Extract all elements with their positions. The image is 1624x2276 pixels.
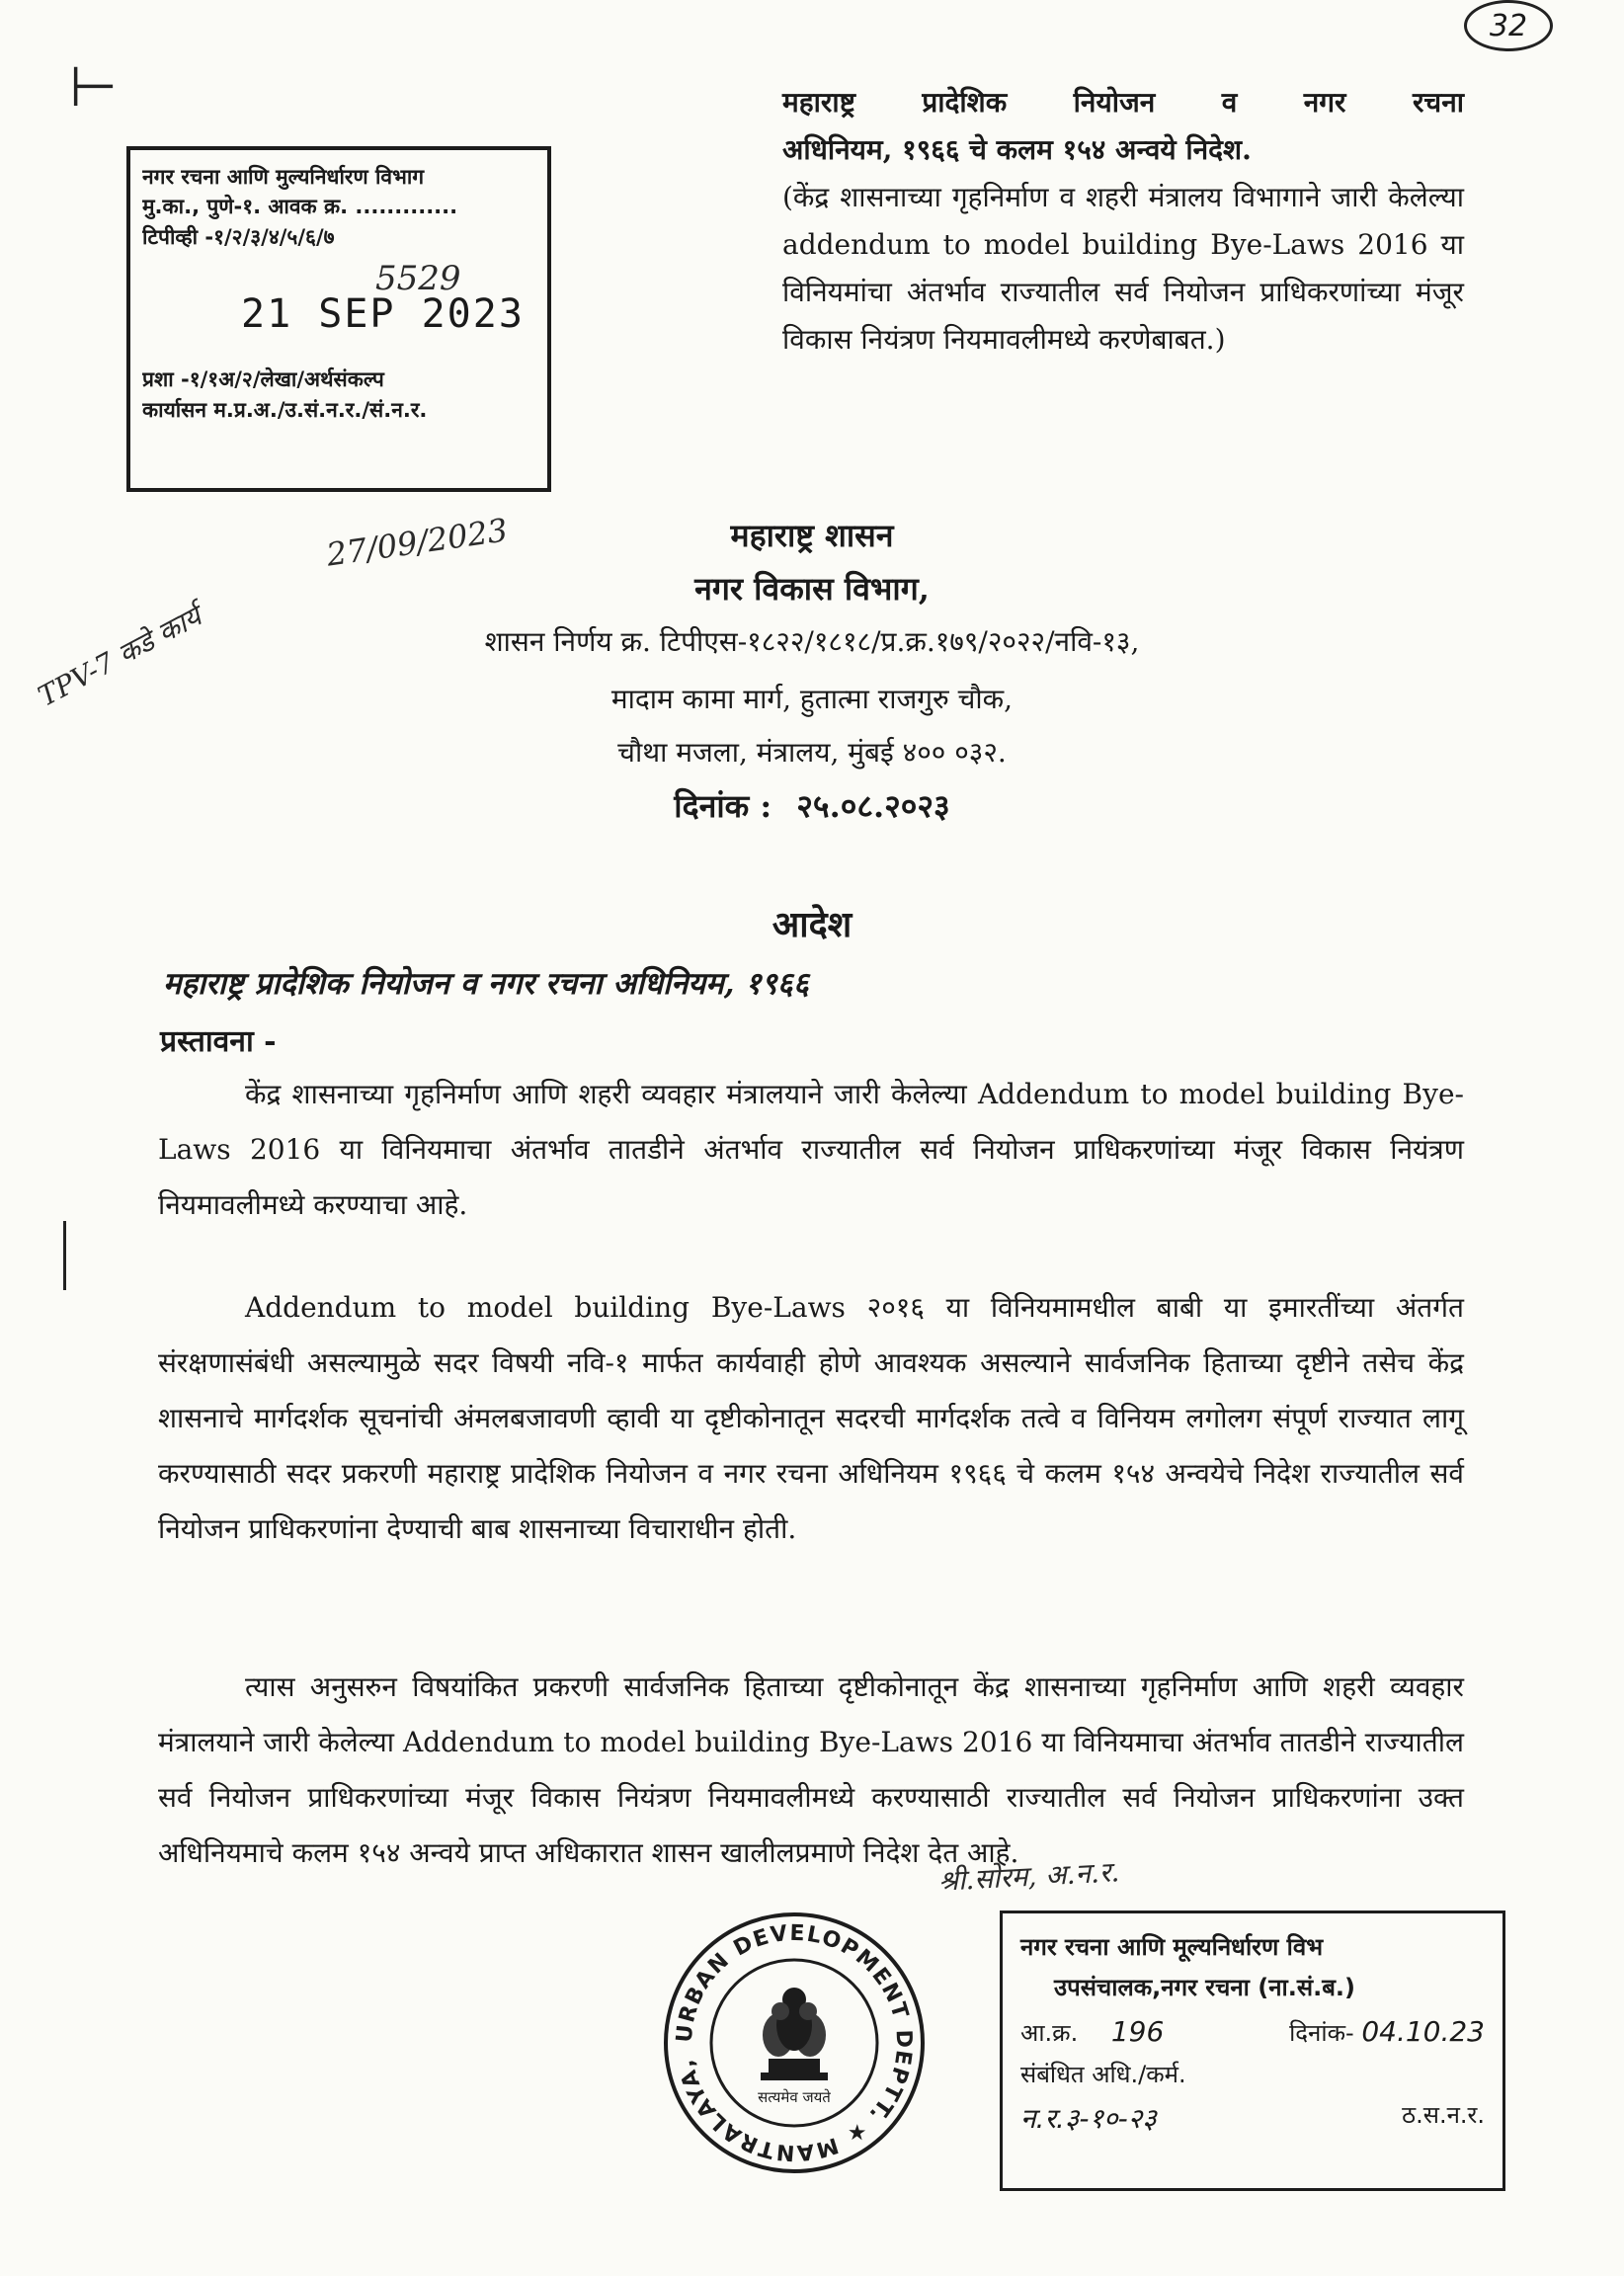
gr-number: शासन निर्णय क्र. टिपीएस-१८२२/१८१८/प्र.क्र.१७९/२०२२/नवि-१३, [484,625,1140,658]
office-stamp-inward-label: आ.क्र. [1020,2018,1079,2047]
office-stamp-bottom-row [1020,2095,1485,2143]
office-stamp-ref-number: न.र.३-१०-२३ [1020,2101,1157,2135]
office-stamp-deputy-director: उपसंचालक,नगर रचना (ना.सं.ब.) [1054,1973,1355,2001]
address-line-2: चौथा मजला, मंत्रालय, मुंबई ४०० ०३२. [617,736,1007,769]
subject-heading-line2: अधिनियम, १९६६ चे कलम १५४ अन्वये निदेश. [782,133,1252,166]
stamp-admin-branches: प्रशा -१/१अ/२/लेखा/अर्थसंकल्प [142,367,384,392]
subject-heading-line1: महाराष्ट्र प्रादेशिक नियोजन व नगर रचना [782,86,1464,119]
address-line-1: मादाम कामा मार्ग, हुतात्मा राजगुरु चौक, [610,683,1014,715]
paragraph-3 [158,1660,1464,1881]
office-stamp-concerned-officer: संबंधित अधि./कर्म. [1020,2061,1186,2089]
office-stamp-inward-row [1020,2008,1485,2056]
office-stamp-department: नगर रचना आणि मूल्यनिर्धारण विभ [1020,1933,1324,1961]
department-seal [660,1909,929,2177]
office-stamp-inward-number: 196 [1110,2014,1165,2048]
office-stamp-initials: ठ.स.न.र. [1402,2100,1485,2129]
margin-tick-mark: ⊢ [69,55,118,120]
margin-bracket-mark [63,1221,70,1290]
stamp-inward-number: 5529 [375,259,461,298]
seal-motto: सत्यमेव जयते [758,2088,831,2106]
office-stamp-date-label: दिनांक- [1289,2018,1354,2047]
paragraph-1-text: केंद्र शासनाच्या गृहनिर्माण आणि शहरी व्यवहार मंत्रालयाने जारी केलेल्या Addendum to model building Bye-Laws 2016 या विनियमाचा अंतर्भाव तातडीने अंतर्भाव राज्यातील सर्व नियोजन प्राधिकरणांच्या मंजूर विकास नियंत्रण नियमावलीमध्ये करण्याचा आहे. [158,1078,1464,1221]
office-stamp-date [1289,2008,1485,2056]
handwritten-margin-note: TPV-7 कडे कार्य [33,600,207,713]
seal-emblem-icon [660,1909,929,2177]
paragraph-2-text: Addendum to model building Bye-Laws २०१६ या विनियमामधील बाबी या इमारतींच्या अंतर्गत संरक्षणासंबंधी असल्यामुळे सदर विषयी नवि-१ मार्फत कार्यवाही होणे आवश्यक असल्याने सार्वजनिक हिताच्या दृष्टीने तसेच केंद्र शासनाचे मार्गदर्शक सूचनांची अंमलबजावणी व्हावी या दृष्टीकोनातून सदरची मार्गदर्शक तत्वे व विनियम लगोलग संपूर्ण राज्यात लागू करण्यासाठी सदर प्रकरणी महाराष्ट्र प्रादेशिक नियोजन व नगर रचना अधिनियम १९६६ चे कलम १५४ अन्वयेचे निदेश राज्यातील सर्व नियोजन प्राधिकरणांना देण्याची बाब शासनाच्या विचाराधीन होती. [158,1291,1464,1545]
paragraph-3-text: त्यास अनुसरुन विषयांकित प्रकरणी सार्वजनिक हिताच्या दृष्टीकोनातून केंद्र शासनाच्या गृहनिर्माण आणि शहरी व्यवहार मंत्रालयाने जारी केलेल्या Addendum to model building Bye-Laws 2016 या विनियमाचा अंतर्भाव तातडीने राज्यातील सर्व नियोजन प्राधिकरणांच्या मंजूर विकास नियंत्रण नियमावलीमध्ये करण्यासाठी राज्यातील सर्व नियोजन प्राधिकरणांना उक्त अधिनियमाचे कलम १५४ अन्वये प्राप्त अधिकारात शासन खालीलप्रमाणे निदेश देत आहे. [158,1670,1464,1869]
office-stamp-inward [1020,2008,1164,2056]
seal-outer-text: URBAN DEVELOPMENT DEPTT. ★ MANTRALAYA, [672,1920,917,2165]
stamp-office-inward: मु.का., पुणे-१. आवक क्र. ............. [142,195,458,219]
inward-stamp [126,146,551,492]
date-value: २५.०८.२०२३ [796,787,950,825]
stamp-date: 21 SEP 2023 [241,291,525,338]
act-title: महाराष्ट्र प्रादेशिक नियोजन व नगर रचना अधिनियम, १९६६ [163,966,809,1002]
office-inward-stamp [1000,1910,1505,2191]
order-date [0,784,1624,827]
paragraph-2 [158,1280,1464,1557]
stamp-desk: कार्यासन म.प्र.अ./उ.सं.न.र./सं.न.र. [142,397,428,422]
handwritten-date-note: 27/09/2023 [324,511,511,574]
date-label: दिनांक : [674,787,772,825]
stamp-handwritten-top: श्री.सोरम, अ.न.र. [937,1855,1121,1898]
preamble-label: प्रस्तावना - [160,1024,277,1059]
subject-text: (केंद्र शासनाच्या गृहनिर्माण व शहरी मंत्रालय विभागाने जारी केलेल्या addendum to model building Bye-Laws 2016 या विनियमांचा अंतर्भाव राज्यातील सर्व नियोजन प्राधिकरणांच्या मंजूर विकास नियंत्रण नियमावलीमध्ये करणेबाबत.) [782,181,1464,356]
stamp-branches: टिपीव्ही -१/२/३/४/५/६/७ [142,224,335,249]
subject-block [782,79,1464,364]
government-name: महाराष्ट्र शासन [730,517,894,554]
page-number: 32 [1464,0,1553,51]
paragraph-1 [158,1067,1464,1233]
department-name: नगर विकास विभाग, [694,570,930,608]
order-title: आदेश [771,904,853,945]
stamp-department: नगर रचना आणि मुल्यनिर्धारण विभाग [142,165,425,189]
office-stamp-date-value: 04.10.23 [1361,2014,1485,2048]
